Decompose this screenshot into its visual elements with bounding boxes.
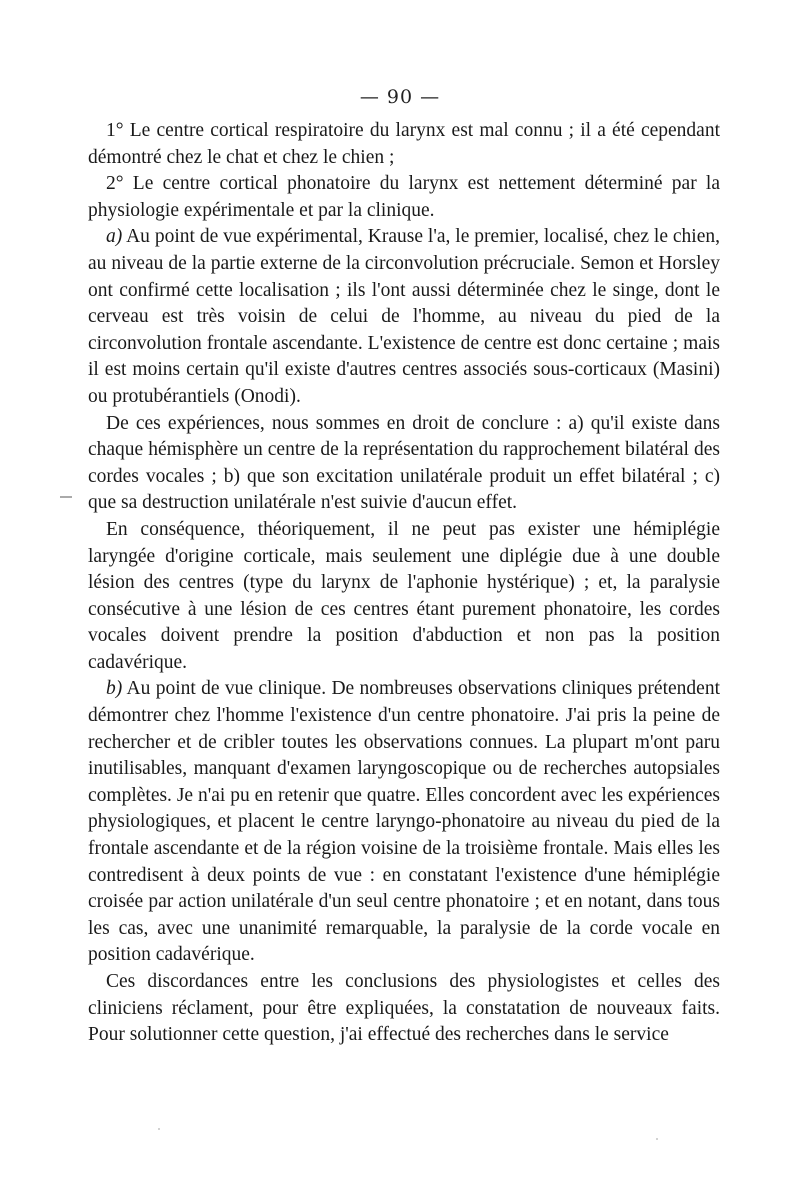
page-number: — 90 — <box>359 86 441 108</box>
paragraph-1 <box>88 118 720 171</box>
paragraph-5 <box>88 517 720 677</box>
paper-speck <box>158 1128 160 1130</box>
paragraph-text: 1° Le centre cortical respiratoire du larynx est mal connu ; il a été cependant démontré chez le chat et chez le chien ; <box>88 120 720 168</box>
paragraph-6 <box>88 676 720 969</box>
body-text <box>88 118 720 1049</box>
paper-speck <box>656 1138 658 1140</box>
paragraph-2 <box>88 171 720 224</box>
paragraph-text: En conséquence, théoriquement, il ne peut pas exister une hémiplégie laryngée d'origine corticale, mais seulement une diplégie due à une double lésion des centres (type du larynx de l'aphonie hystérique) ; et, la paralysie consécutive à une lésion de ces centres étant purement phonatoire, les cordes vocales doivent prendre la position d'abduction et non pas la position cadavérique. <box>88 518 720 673</box>
paragraph-text: Ces discordances entre les conclusions des physiologistes et celles des cliniciens réclament, pour être expliquées, la constatation de nouveaux faits. Pour solutionner cette question, j'ai effectué des recherches dans le service <box>88 971 720 1046</box>
paragraph-text: 2° Le centre cortical phonatoire du larynx est nettement déterminé par la physiologie expérimentale et par la clinique. <box>88 173 720 221</box>
item-marker: a) <box>106 226 123 248</box>
paragraph-7 <box>88 969 720 1049</box>
paragraph-text: Au point de vue clinique. De nombreuses observations cliniques prétendent démontrer chez l'homme l'existence d'un centre phonatoire. J'ai pris la peine de rechercher et de cribler toutes les observations connues. La plupart m'ont paru inutilisables, manquant d'examen laryngoscopique ou de recherches autopsiales complètes. Je n'ai pu en retenir que quatre. Elles concordent avec les expériences physiologiques, et placent le centre laryngo-phonatoire au niveau du pied de la frontale ascendante et de la région voisine de la troisième frontale. Mais elles les contredisent à deux points de vue : en constatant l'existence d'une hémiplégie croisée par action unilatérale d'un seul centre phonatoire ; et en notant, dans tous les cas, avec une unanimité remarquable, la paralysie de la corde vocale en position cadavérique. <box>88 678 720 966</box>
paragraph-text: De ces expériences, nous sommes en droit de conclure : a) qu'il existe dans chaque hémisphère un centre de la représentation du rapprochement bilatéral des cordes vocales ; b) que son excitation unilatérale produit un effet bilatéral ; c) que sa destruction unilatérale n'est suivie d'aucun effet. <box>88 412 720 514</box>
margin-mark <box>60 496 72 498</box>
paragraph-text: Au point de vue expérimental, Krause l'a, le premier, localisé, chez le chien, au niveau de la partie externe de la circonvolution précruciale. Semon et Horsley ont confirmé cette localisation ; ils l'ont aussi déterminée chez le singe, dont le cerveau est très voisin de celui de l'homme, au niveau du pied de la circonvolution frontale ascendante. L'existence de centre est donc certaine ; mais il est moins certain qu'il existe d'autres centres associés sous-corticaux (Masini) ou protubérantiels (Onodi). <box>88 226 720 407</box>
item-marker: b) <box>106 678 123 700</box>
paragraph-4 <box>88 411 720 517</box>
paragraph-3 <box>88 224 720 410</box>
